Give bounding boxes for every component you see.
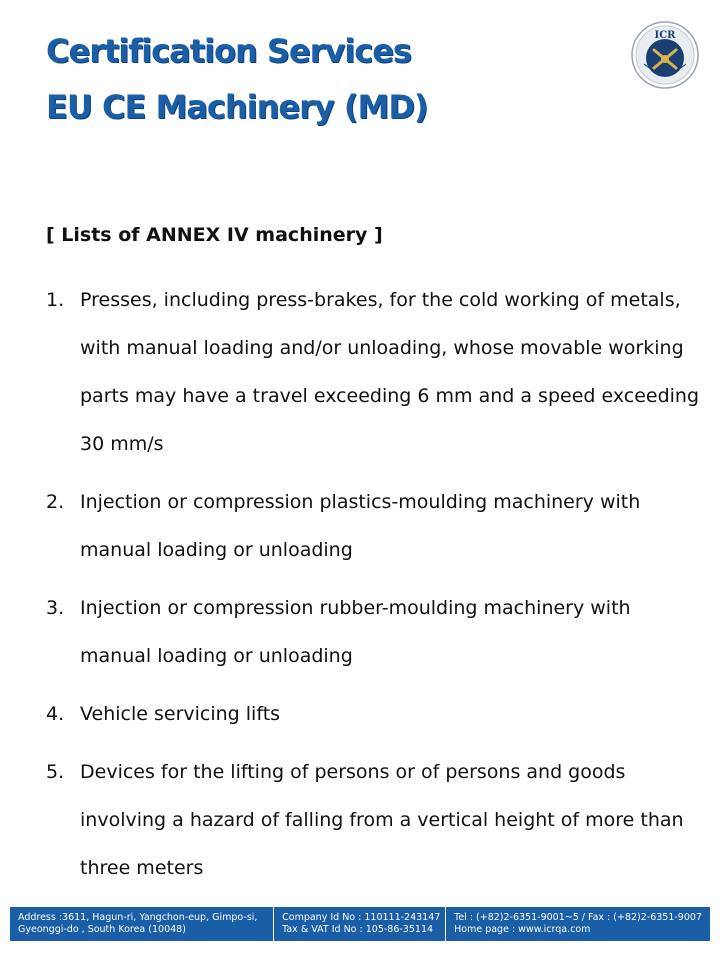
- list-item-line: Presses, including press-brakes, for the cold working of metals,: [80, 289, 681, 311]
- footer-tax-id: Tax & VAT Id No : 105-86-35114: [282, 924, 434, 935]
- list-item-line: Vehicle servicing lifts: [80, 703, 281, 725]
- list-item-text: [80, 690, 686, 738]
- list-item-line: Devices for the lifting of persons or of persons and goods: [80, 761, 626, 783]
- list-item: [46, 748, 686, 892]
- list-item-line: with manual loading and/or unloading, whose movable working: [80, 337, 684, 359]
- list-item-line: involving a hazard of falling from a vertical height of more than: [80, 809, 684, 831]
- footer-phone-fax: Tel : (+82)2-6351-9001~5 / Fax : (+82)2-6351-9007: [454, 912, 702, 923]
- footer-address-line: Address :3611, Hagun-ri, Yangchon-eup, Gimpo-si,: [18, 912, 258, 923]
- list-item-number: 5.: [46, 761, 65, 783]
- list-item-text: [80, 478, 686, 574]
- logo-lettering: ICR: [654, 30, 676, 41]
- list-item-line: three meters: [80, 857, 204, 879]
- list-item: [46, 478, 686, 574]
- list-item-line: parts may have a travel exceeding 6 mm and a speed exceeding: [80, 385, 700, 407]
- icr-logo: [630, 20, 700, 90]
- footer-bar: [10, 907, 710, 941]
- page-title: Certification Services: [46, 32, 411, 70]
- list-item-line: manual loading or unloading: [80, 645, 353, 667]
- annex-iv-list: [46, 276, 700, 902]
- list-item: [46, 276, 700, 468]
- list-item-number: 2.: [46, 491, 65, 513]
- list-item-text: [80, 276, 700, 468]
- footer-company-id: Company Id No : 110111-243147: [282, 912, 441, 923]
- list-item-line: 30 mm/s: [80, 433, 164, 455]
- list-item-number: 1.: [46, 289, 65, 311]
- list-item-text: [80, 748, 686, 892]
- footer-company-ids: [274, 907, 446, 941]
- list-item-number: 4.: [46, 703, 65, 725]
- list-item: [46, 690, 686, 738]
- list-item-line: manual loading or unloading: [80, 539, 353, 561]
- list-item: [46, 584, 686, 680]
- footer-homepage-link[interactable]: Home page : www.icrqa.com: [454, 924, 591, 935]
- list-item-text: [80, 584, 686, 680]
- footer-address: [10, 907, 274, 941]
- list-item-number: 3.: [46, 597, 65, 619]
- footer-contact: [446, 907, 710, 941]
- footer-address-line: Gyeonggi-do , South Korea (10048): [18, 924, 186, 935]
- list-item-line: Injection or compression rubber-moulding machinery with: [80, 597, 631, 619]
- section-heading: [ Lists of ANNEX IV machinery ]: [46, 224, 383, 246]
- page-subtitle: EU CE Machinery (MD): [46, 88, 428, 126]
- list-item-line: Injection or compression plastics-moulding machinery with: [80, 491, 641, 513]
